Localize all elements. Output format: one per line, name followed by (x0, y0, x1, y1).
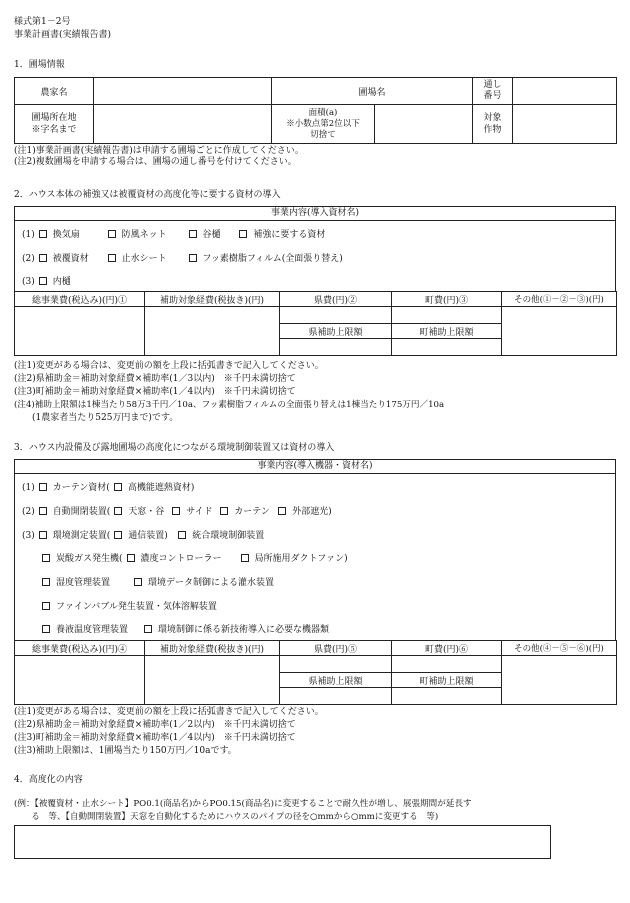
s2-note-1: (注1)変更がある場合は、変更前の額を上段に括弧書きで記入してください。 (14, 361, 324, 371)
s3-pref-limit-input[interactable] (280, 688, 392, 705)
s3-note-1: (注1)変更がある場合は、変更前の額を上段に括弧書きで記入してください。 (14, 707, 324, 717)
s3-other-label: その他(④－⑤－⑥)(円) (502, 641, 617, 656)
s3-town-limit-input[interactable] (392, 688, 502, 705)
serial-input[interactable] (513, 78, 617, 105)
checkbox[interactable] (178, 531, 186, 539)
s3-other-input[interactable] (502, 656, 617, 705)
s3-pref-input[interactable] (280, 656, 392, 673)
checkbox[interactable] (114, 483, 122, 491)
serial-label: 通し 番号 (473, 78, 513, 105)
checkbox[interactable] (114, 531, 122, 539)
checkbox[interactable] (134, 578, 142, 586)
s2-other-input[interactable] (502, 307, 617, 356)
s3-note-4: (注3)補助上限額は、1圃場当たり150万円／10aです。 (14, 746, 237, 756)
s2-pref-limit-label: 県補助上限額 (280, 324, 392, 339)
checkbox[interactable] (144, 625, 152, 633)
checkbox[interactable] (114, 507, 122, 515)
checkbox[interactable] (42, 554, 50, 562)
s2-row2: (2) 被覆資材 止水シート フッ素樹脂フィルム(全面張り替え) (22, 254, 343, 264)
location-input[interactable] (94, 105, 272, 144)
section4-heading: 4．高度化の内容 (14, 775, 83, 785)
s3-row4: 炭酸ガス発生機( 濃度コントローラー 局所施用ダクトファン) (38, 551, 348, 564)
checkbox[interactable] (39, 531, 47, 539)
s3-row1: (1) カーテン資材( 高機能遮熱資材) (22, 483, 195, 493)
checkbox[interactable] (189, 254, 197, 262)
s2-note-4: (注4)補助上限額は1棟当たり58万3千円／10a、フッ素樹脂フィルムの全面張り替えは1棟当たり175万円／10a (14, 400, 445, 410)
s2-town-label: 町費(円)③ (392, 292, 502, 307)
checkbox[interactable] (278, 507, 286, 515)
checkbox[interactable] (39, 254, 47, 262)
s3-note-3: (注3)町補助金＝補助対象経費×補助率(1／4以内) ※千円未満切捨て (14, 733, 296, 743)
s2-content-header: 事業内容(導入資材名) (14, 206, 616, 221)
s2-town-limit-label: 町補助上限額 (392, 324, 502, 339)
crop-label: 対象 作物 (473, 105, 513, 144)
s3-town-input[interactable] (392, 656, 502, 673)
checkbox[interactable] (241, 554, 249, 562)
s2-note-3: (注3)町補助金＝補助対象経費×補助率(1／4以内) ※千円未満切捨て (14, 387, 296, 397)
s2-note-2: (注2)県補助金＝補助対象経費×補助率(1／3以内) ※千円未満切捨て (14, 374, 296, 384)
s2-other-label: その他(①－②－③)(円) (502, 292, 617, 307)
crop-input[interactable] (513, 105, 617, 144)
s1-note-2: (注2)複数圃場を申請する場合は、圃場の通し番号を付けてください。 (14, 157, 297, 167)
field-name-label: 圃場名 (272, 78, 473, 105)
s3-town-label: 町費(円)⑥ (392, 641, 502, 656)
s2-pref-limit-input[interactable] (280, 339, 392, 356)
s3-total-label: 総事業費(税込み)(円)④ (15, 641, 145, 656)
s3-row2: (2) 自動開閉装置( 天窓・谷 サイド カーテン 外部遮光) (22, 507, 332, 517)
s3-total-input[interactable] (15, 656, 145, 705)
checkbox[interactable] (39, 507, 47, 515)
checkbox[interactable] (239, 230, 247, 238)
checkbox[interactable] (220, 507, 228, 515)
s4-example-line2: る 等、【自動開閉装置】天窓を自動化するためにハウスのパイプの径を○mmから○mmに変更する 等) (14, 812, 439, 822)
s2-target-label: 補助対象経費(税抜き)(円) (145, 292, 280, 307)
s2-total-input[interactable] (15, 307, 145, 356)
s2-note-5: (1農家者当たり525万円まで)です。 (14, 413, 179, 423)
s1-note-1: (注1)事業計画書(実績報告書)は申請する圃場ごとに作成してください。 (14, 146, 304, 156)
checkbox[interactable] (172, 507, 180, 515)
location-label: 圃場所在地 ※字名まで (15, 105, 94, 144)
checkbox[interactable] (42, 602, 50, 610)
section1-heading: 1．圃場情報 (14, 60, 65, 70)
s3-content-header: 事業内容(導入機器・資材名) (14, 459, 616, 474)
s3-row3: (3) 環境測定装置( 通信装置) 統合環境制御装置 (22, 531, 265, 541)
checkbox[interactable] (39, 483, 47, 491)
field-info-table (14, 77, 617, 144)
s2-town-input[interactable] (392, 307, 502, 324)
s3-cost-table (14, 640, 617, 705)
s2-town-limit-input[interactable] (392, 339, 502, 356)
s3-pref-label: 県費(円)⑤ (280, 641, 392, 656)
s3-note-2: (注2)県補助金＝補助対象経費×補助率(1／2以内) ※千円未満切捨て (14, 720, 296, 730)
document-title: 事業計画書(実績報告書) (14, 30, 112, 40)
checkbox[interactable] (39, 230, 47, 238)
s2-pref-input[interactable] (280, 307, 392, 324)
s4-example-line1: (例：【被覆資材・止水シート】PO0.1(商品名)からPO0.15(商品名)に変更することで耐久性が増し、展張期間が延長す (14, 799, 472, 809)
s3-row7: 養液温度管理装置 環境制御に係る新技術導入に必要な機器類 (38, 622, 329, 635)
section2-heading: 2．ハウス本体の補強又は被覆資材の高度化等に要する資材の導入 (14, 190, 281, 200)
s4-content-input[interactable] (14, 825, 551, 859)
s3-town-limit-label: 町補助上限額 (392, 673, 502, 688)
s2-pref-label: 県費(円)② (280, 292, 392, 307)
section3-heading: 3．ハウス内設備及び露地圃場の高度化につながる環境制御装置又は資材の導入 (14, 443, 335, 453)
s3-row5: 湿度管理装置 環境データ制御による灌水装置 (38, 575, 274, 588)
s2-target-input[interactable] (145, 307, 280, 356)
checkbox[interactable] (108, 254, 116, 262)
s3-row6: ファインバブル発生装置・気体溶解装置 (38, 599, 217, 612)
checkbox[interactable] (108, 230, 116, 238)
checkbox[interactable] (189, 230, 197, 238)
checkbox[interactable] (39, 277, 47, 285)
s2-row3: (3) 内樋 (22, 277, 71, 287)
area-input[interactable] (375, 105, 473, 144)
s2-cost-table (14, 291, 617, 356)
checkbox[interactable] (127, 554, 135, 562)
form-number: 様式第1－2号 (14, 17, 71, 27)
farmer-input[interactable] (94, 78, 272, 105)
s2-total-label: 総事業費(税込み)(円)① (15, 292, 145, 307)
s3-pref-limit-label: 県補助上限額 (280, 673, 392, 688)
s2-row1: (1) 換気扇 防風ネット 谷樋 補強に要する資材 (22, 230, 326, 240)
s3-target-input[interactable] (145, 656, 280, 705)
area-label: 面積(a) ※小数点第2位以下 切捨て (272, 105, 375, 144)
farmer-label: 農家名 (15, 78, 94, 105)
checkbox[interactable] (42, 578, 50, 586)
s3-target-label: 補助対象経費(税抜き)(円) (145, 641, 280, 656)
checkbox[interactable] (42, 625, 50, 633)
